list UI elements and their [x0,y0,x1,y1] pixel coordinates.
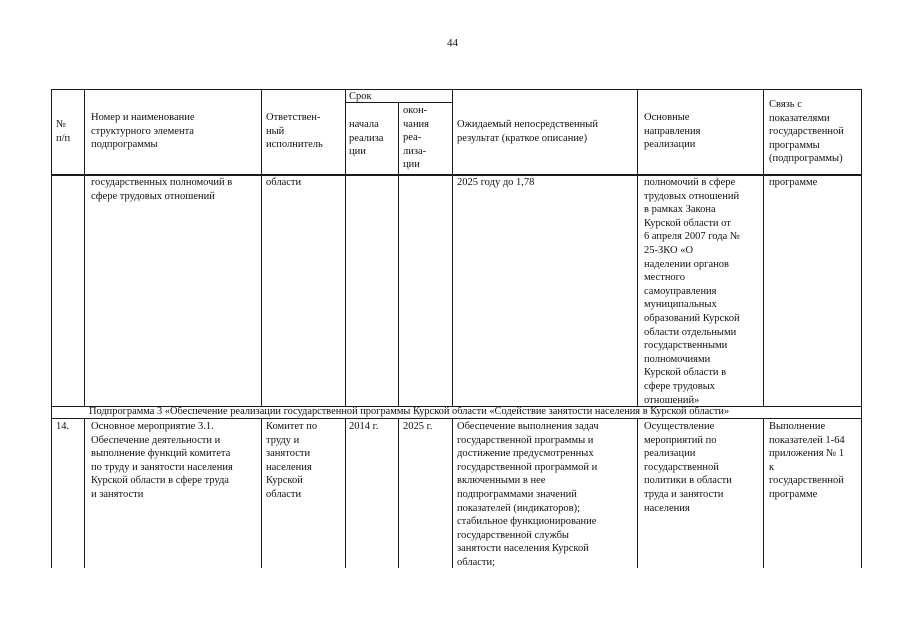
header-term-start: начала реализа ции [349,119,384,158]
col-divider-5 [452,89,453,406]
row2-result: Обеспечение выполнения задач государственной программы и достижение предусмотренных государственной программой и включенными в нее подпрограммами значений показателей (индикаторов); стабильное функционирование государственной службы занятости населения Курской области; [457,421,599,568]
row2-divider-7 [763,418,764,568]
header-element: Номер и наименование структурного элемента подпрограммы [91,112,195,151]
row2-element: Основное мероприятие 3.1. Обеспечение деятельности и выполнение функций комитета по труду и занятости населения Курской области в сфере труда и занятости [91,421,233,500]
row2-num: 14. [56,421,70,432]
subprogram-title: Подпрограмма 3 «Обеспечение реализации государственной программы Курской области «Содействие занятости населения в Курской области» [89,406,730,417]
row2-link: Выполнение показателей 1-64 приложения № 1 к государственной программе [769,421,845,500]
col-divider-6 [637,89,638,406]
col-divider-1 [84,89,85,406]
row1-element: государственных полномочий в сфере трудовых отношений [91,177,233,202]
row1-link: программе [769,177,818,188]
row2-divider-1 [84,418,85,568]
header-responsible: Ответствен- ный исполнитель [266,112,323,151]
header-directions: Основные направления реализации [644,112,701,151]
table-left-border [51,89,52,568]
row1-responsible: области [266,177,302,188]
table-top-border [51,89,862,90]
row2-term-start: 2014 г. [349,421,379,432]
row2-directions: Осуществление мероприятий по реализации государственной политики в области труда и занятости населения [644,421,732,514]
subprogram-bottom-border [51,418,862,419]
row2-divider-4 [398,418,399,568]
row2-responsible: Комитет по труду и занятости населения Курской области [266,421,318,500]
row1-directions: полномочий в сфере трудовых отношений в рамках Закона Курской области от 6 апреля 2007 года № 25-ЗКО «О наделении органов местного самоуправления муниципальных образований Курской области отдельными государственными полномочиями Курской области в сфере трудовых отношений» [644,177,740,406]
row1-result: 2025 году до 1,78 [457,177,535,188]
header-term: Срок [349,91,372,102]
col-divider-3 [345,89,346,406]
col-divider-7 [763,89,764,406]
header-num: № п/п [56,119,71,144]
row2-divider-3 [345,418,346,568]
header-result: Ожидаемый непосредственный результат (краткое описание) [457,119,598,144]
row2-divider-6 [637,418,638,568]
page-number: 44 [447,37,458,49]
row2-divider-5 [452,418,453,568]
row2-divider-2 [261,418,262,568]
header-link: Связь с показателями государственной программы (подпрограммы) [769,99,844,165]
col-divider-2 [261,89,262,406]
table-right-border [861,89,862,568]
header-term-end: окон- чания реа- лиза- ции [403,105,430,171]
col-divider-4 [398,102,399,406]
row2-term-end: 2025 г. [403,421,433,432]
